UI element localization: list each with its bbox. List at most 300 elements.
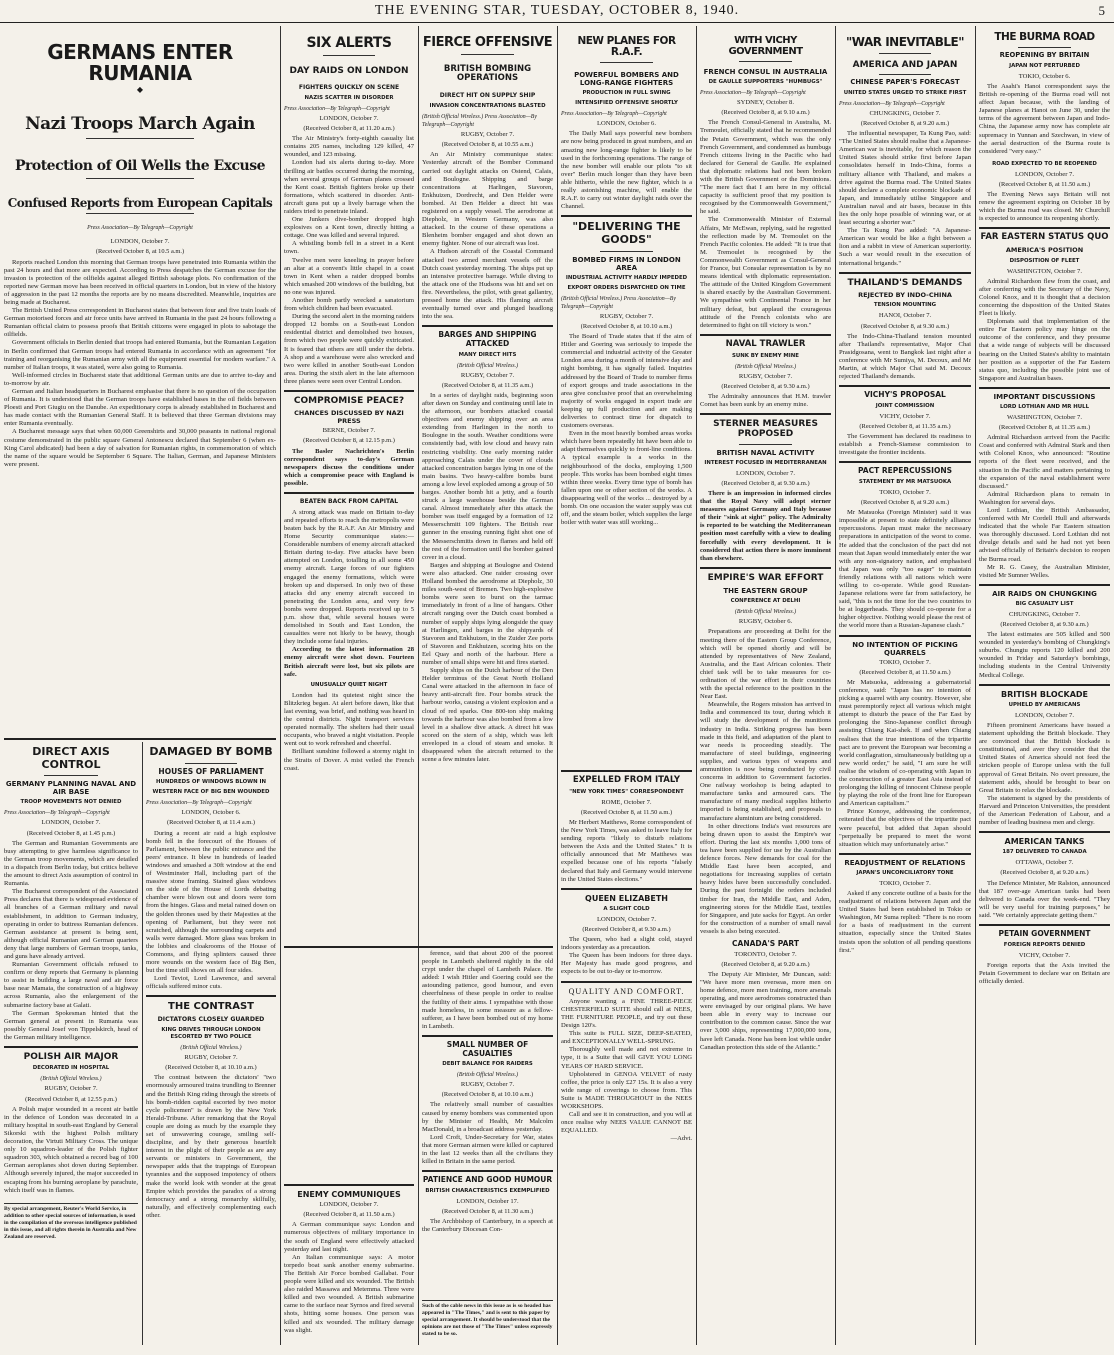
paragraph: A strong attack was made on Britain to-day and repeated efforts to reach the metropolis were beaten back by the R.A.F. An Air Ministry and Home Security communique states:—Considerable numbers of enemy aircraft attacked Britain during to-day. Five attacks have been attempted on London, totalling in all some 450 enemy aircraft. Large forces of our fighters engaged the enemy formations, which were broken up and dispersed. In only two of these attacks did any enemy aircraft succeed in penetrating the London area, and very few bombs were dropped. Reports received up to 5 p.m. show that, while several houses were demolished in South and East London, the casualties were not likely to be heavy, though they include some fatal injuries. <box>284 508 414 646</box>
paragraph: The German and Rumanian Governments are busy attempting to give harmless significance to the German troop movements, which are detailed in a dispatch from Berlin today, but critics believe the amount to direct Axis assumption of control in Rumania. <box>4 839 138 888</box>
received-line: (Received October 8, at 12.55 p.m.) <box>25 1095 117 1103</box>
paragraph: One Junkers dive-bomber dropped high explosives on a Kent town, directly hitting a cottage. One was killed and several injured. <box>284 216 414 240</box>
paragraph: An Air Ministry communique states: Yesterday aircraft of the Bomber Command carried out daylight attacks on Ostend, Calais, and Boulogne. Shipping and barge concentrations at Harlingen, Stavoren, Enkhuizen, Dordrecht, and Den Helder were bombed. At Den Helder a direct hit was registered on a supply vessel. The aerodrome at Diepholz, in Western Germany, was also attacked. In the course of these operations a Blenheim bomber engaged and shot down an enemy fighter. None of our aircraft was lost. <box>422 151 553 248</box>
paragraph: The Admiralty announces that H.M. trawler Comet has been sunk by an enemy mine. <box>700 392 831 408</box>
divider <box>600 251 652 252</box>
advertisement-text: Anyone wanting a FINE THREE-PIECE CHESTERFIELD SUITE should call at NEES, THE FURNITURE PEOPLE, and try out these Design 120's. <box>561 997 692 1030</box>
paragraph: Asked if any concrete outline of a basis for the readjustment of relations between Japan and the United States had been established in Tokio or Washington, Mr Suma replied: "There is no room for a basis of readjustment in the current situation, especially since the United States insists upon the solution of all pending questions first." <box>839 889 971 954</box>
subheadline: AMERICA AND JAPAN <box>852 59 958 70</box>
received-line: (Received October 8, at 11.20 a.m.) <box>303 125 395 133</box>
paragraph: There is an impression in informed circles that the Royal Navy will adopt sterner measures against Germany and Italy because of their "sink at sight" policy. The Admiralty is reported to be watching the Mediterranean position most carefully with a view to dealing forcefully with every development. It is considered that action there is more imminent than elsewhere. <box>700 489 831 562</box>
byline: Press Association—By Telegraph—Copyright <box>4 810 110 817</box>
divider <box>979 924 1110 926</box>
dateline: OTTAWA, October 7. <box>1015 859 1074 867</box>
paragraph: Admiral Richardson plans to remain in Washington for several days. <box>979 490 1110 506</box>
subheadline: CHANCES DISCUSSED BY NAZI PRESS <box>294 409 404 425</box>
subheadline: BRITISH BOMBING OPERATIONS <box>443 63 532 84</box>
received-line: (Received October 8, at 10.10 a.m.) <box>580 322 673 330</box>
received-line: (Received October 8, at 10.5 a.m.) <box>95 248 185 256</box>
paragraph: Fifteen prominent Americans have issued a statement upholding the British blockade. They are convinced that the British blockade is constitutional, and aver they consider that the United States of America should not feed the stricken people of Europe unless with the full approval of Great Britain. No overt pressure, the statement adds, should be brought to bear on Great Britain to relax the blockade. <box>979 721 1110 794</box>
headline: NEW PLANES FOR R.A.F. <box>577 35 676 59</box>
subheadline: MANY DIRECT HITS <box>458 351 517 358</box>
divider <box>879 74 932 75</box>
divider <box>422 325 553 327</box>
section-rule <box>4 738 276 740</box>
received-line: (Received October 8, at 9.10 a.m.) <box>721 109 810 117</box>
dateline: RUGBY, October 7. <box>738 372 793 380</box>
divider <box>422 1170 553 1172</box>
paragraph: The Evening News says Britain will not renew the agreement expiring on October 18 by which the Burma road was closed. Mr Churchill is expected to announce its reopening shortly. <box>979 190 1110 223</box>
paragraph: The Ta Kung Pao added: "A Japanese-American war would be like a fight between a lion and a rabbit in view of American superiority. Such a war would result in the execution of international brigands." <box>839 227 971 267</box>
paragraph: Reports reached London this morning that German troops have penetrated into Rumania within the past 24 hours and that more are expected. According to Press despatches the German excuse for the invasion is protection of the oilfields against alleged British sabotage plots. No confirmation of the reported new German move has been received in official quarters in London, but in view of the history of aggression in the past 12 months the reports are by no means discredited. Meanwhile, inquiries are being made at Bucharest. <box>4 258 276 306</box>
headline: NAVAL TRAWLER <box>725 338 806 349</box>
paragraph: Well-informed circles in Bucharest state that additional German units are due to arrive to-day and to-morrow by air. <box>4 371 276 387</box>
subheadline: REOPENING BY BRITAIN <box>999 51 1090 60</box>
paragraph: Admiral Richardson flew from the coast, and after conferring with the Secretary of the Navy, Colonel Knox, and it is thought that a decision concerning the disposition of the United States Fleet is likely. <box>979 277 1110 318</box>
article-expelled <box>561 766 692 1348</box>
paragraph: The Archbishop of Canterbury, in a speech at the Canterbury Diocesan Con- <box>422 1218 553 1234</box>
dateline: TOKIO, October 7. <box>879 879 931 887</box>
headline: "DELIVERING THE GOODS" <box>572 220 681 246</box>
divider <box>600 62 652 63</box>
divider <box>979 227 1110 229</box>
subheadline: JOINT COMMISSION <box>875 402 935 409</box>
dateline: WASHINGTON, October 7. <box>1007 267 1082 275</box>
paragraph: The statement is signed by the presidents of Harvard and Princeton Universities, the president of the American Federation of Labour, and a number of leading business men and clergy. <box>979 794 1110 827</box>
paragraph: The Commonwealth Minister of External Affairs, Mr McEwan, replying, said he regretted the reflection made by M. Tremoulet on the French Pacific colonies. He added: "It is true that M. Tremoulet is recognised by the Commonwealth Government as Consul-General for France, but Consular representation is by no means identical with diplomatic representation. The attitude of the United Kingdom Government is shared exactly by the Australian Government. We sympathise with Continental France in her military defeat, but applaud the courageous attitude of the French colonists who are determined to fight on till victory is won." <box>700 216 831 329</box>
subheadline: HOUSES OF PARLIAMENT <box>158 766 264 776</box>
dateline: LONDON, October 7. <box>41 819 101 827</box>
dateline: LONDON, October 6. <box>181 809 241 817</box>
dateline: RUGBY, October 7. <box>44 1085 98 1093</box>
subheadline: EXPORT ORDERS DISPATCHED ON TIME <box>567 284 686 291</box>
advertisement-text: Upholstered in GENOA VELVET of rusty coffee, the price is only £27 15s. It is also a very wide range of coverings to choose from. This Suite is MADE THROUGHOUT in the NEES WORKSHOPS. <box>561 1070 692 1110</box>
column-rule <box>557 26 558 1345</box>
divider <box>739 61 791 62</box>
divider <box>1018 47 1070 48</box>
headline: ENEMY COMMUNIQUES <box>297 1190 401 1199</box>
dateline: VICHY, October 7. <box>1018 951 1071 959</box>
received-line: (Received October 8, at 11.50 a.m.) <box>580 808 673 816</box>
divider <box>146 995 276 997</box>
subheadline: LORD LOTHIAN AND MR HULL <box>999 403 1090 410</box>
divider <box>4 1046 138 1048</box>
divider <box>86 178 195 179</box>
subheadline: FOREIGN REPORTS DENIED <box>1003 941 1086 948</box>
headline: STERNER MEASURES PROPOSED <box>713 419 818 440</box>
dateline: LONDON, October 7. <box>1015 711 1074 719</box>
received-line: (Received October 8, at 11.50 a.m.) <box>303 1211 395 1219</box>
headline: IMPORTANT DISCUSSIONS <box>993 392 1096 401</box>
headline: PACT REPERCUSSIONS <box>857 466 953 476</box>
dateline: TOKIO, October 7. <box>879 658 931 666</box>
dateline: WASHINGTON, October 7. <box>1007 413 1082 421</box>
subheadline: UPHELD BY AMERICANS <box>1008 701 1081 708</box>
dateline: RUGBY, October 7. <box>599 312 654 320</box>
paragraph: A Bucharest message says that when 60,000 Greenshirts and 30,000 peasants in national regional costume demonstrated in the public square General Antonescu declared that September 6 (when ex-King Carol abdicated) had been a day of salvation for Rumanian rights, in commemoration of which the name of the square would be September 6 Square. The Italian, German, and Japanese Ministers were present. <box>4 428 276 468</box>
divider <box>284 492 414 494</box>
section-rule <box>284 946 553 948</box>
advertisement-text: Call and see it in construction, and you will at once realise why NEES VALUE CANNOT BE EQUALLED. <box>561 1111 692 1135</box>
dateline: VICHY, October 7. <box>879 412 931 420</box>
paragraph: The Queen, who had a slight cold, stayed indoors yesterday as a precaution. <box>561 936 692 952</box>
byline: (British Official Wireless.) <box>40 1076 102 1083</box>
article-axis-control <box>4 742 138 1348</box>
subheadline: JAPAN NOT PERTURBED <box>1009 62 1080 69</box>
subheadline: HUNDREDS OF WINDOWS BLOWN IN <box>155 779 267 786</box>
divider <box>739 444 791 445</box>
headline: BRITISH BLOCKADE <box>1001 689 1088 699</box>
article-lambeth-casualties <box>422 950 553 1348</box>
subheadline: SUNK BY ENEMY MINE <box>731 352 799 359</box>
received-line: (Received October 8, at 11.35 a.m.) <box>998 424 1091 432</box>
received-line: (Received October 8, at 9.20 a.m.) <box>860 499 950 507</box>
headline: FIERCE OFFENSIVE <box>422 35 553 50</box>
paragraph: Mr Matsuoka (Foreign Minister) said it was impossible at present to state definitely alliance repercussions. Japan must make the necessary preparations in anticipation of the worst to come. He added that the conclusion of the pact did not mean that Japan would immediately enter the war with any non-signatory nation, and emphasised that Japan was only "too eager" to maintain friendly relations with all nations which were willing to co-operate. While good Russian-Japanese relations were far from satisfactory, he said, "this is not the time for the two countries to be at loggerheads. They should co-operate for a higher objective. Nothing would please the rest of the world more than a Russian-Japanese clash." <box>839 509 971 630</box>
paragraph: Mr R. G. Casey, the Australian Minister, visited Mr Sumner Welles. <box>979 563 1110 579</box>
divider <box>979 387 1110 389</box>
subheadline: Confused Reports from European Capitals <box>7 195 273 210</box>
column-rule <box>142 742 143 1345</box>
byline: (British Official Wireless.) Press Association—By Telegraph—Copyright <box>422 113 537 129</box>
dateline: RUGBY, October 7. <box>460 131 515 139</box>
divider <box>979 831 1110 833</box>
dateline: LONDON, October 7. <box>1015 170 1074 178</box>
received-line: (Received October 8, at 10.10 a.m.) <box>165 1064 257 1072</box>
divider <box>561 888 692 890</box>
headline: THAILAND'S DEMANDS <box>847 277 963 288</box>
paragraph: The influential newspaper, Ta Kung Pao, said: "The United States should realise that a Japanese-American war is inevitable, for which reason the United States should strike first before Japan consolidates herself in Indo-China, forms a military alliance with Thailand, and makes a drive against the Burma road. The United States should declare a complete economic blockade of Japan, and immediately utilise Singapore and Australian naval and air bases, because in this lies the only hope possible of winning war, or at least securing a shorter war." <box>839 130 971 227</box>
byline: (British Official Wireless.) Press Association—By Telegraph—Copyright <box>561 295 676 310</box>
subheadline: BRITISH NAVAL ACTIVITY <box>716 448 815 457</box>
divider <box>979 684 1110 686</box>
dateline: LONDON, October 7. <box>319 1201 379 1209</box>
ornament: ◆ <box>136 85 144 94</box>
subheadline: CONFERENCE AT DELHI <box>730 598 801 605</box>
dateline: CHUNGKING, October 7. <box>1008 610 1081 618</box>
headline: DIRECT AXIS CONTROL <box>32 745 110 771</box>
divider <box>185 763 237 764</box>
headline: PATIENCE AND GOOD HUMOUR <box>422 1175 553 1185</box>
subheadline: UNUSUALLY QUIET NIGHT <box>310 681 388 688</box>
byline: Press Association—By Telegraph—Copyright <box>700 90 806 97</box>
subheadline: CHINESE PAPER'S FORECAST <box>850 77 960 86</box>
dateline: RUGBY, October 6. <box>738 618 793 626</box>
divider <box>839 853 971 855</box>
divider <box>86 213 195 214</box>
dateline: LONDON, October 7. <box>319 114 379 122</box>
dateline: RUGBY, October 7. <box>460 1081 515 1089</box>
subheadline: NAZIS SCATTER IN DISORDER <box>304 94 394 101</box>
subheadline: DISPOSITION OF FLEET <box>1009 257 1080 264</box>
received-line: (Received October 8, at 11.35 a.m.) <box>441 381 534 389</box>
paragraph: The French Consul-General in Australia, M. Tremoulet, officially stated that he recommended the Petain Government, which was the only French Government, and condemned as humbugs French citizens living in the Pacific who had declared for General de Gaulle. He explained that diplomatic relations had not been broken with the British Government or the Dominions. "The mere fact that I am here in my official capacity is sufficient proof that my position is recognised by the Commonwealth Government," he said. <box>700 119 831 216</box>
dateline: HANOI, October 7. <box>878 312 932 320</box>
divider <box>86 138 195 139</box>
divider <box>839 461 971 463</box>
dateline: LONDON, October 7. <box>597 915 656 923</box>
subheadline: BEATEN BACK FROM CAPITAL <box>299 497 399 505</box>
advertisement-heading: QUALITY AND COMFORT. <box>568 986 685 996</box>
headline: THE BURMA ROAD <box>994 31 1095 43</box>
divider <box>461 54 513 55</box>
headline: SMALL NUMBER OF CASUALTIES <box>446 1039 529 1058</box>
subheadline: DECORATED IN HOSPITAL <box>32 1065 110 1072</box>
article-vichy-consul <box>700 26 831 1346</box>
subheadline: DIRECT HIT ON SUPPLY SHIP <box>439 92 536 100</box>
dateline: TORONTO, October 7. <box>734 950 797 958</box>
times-note-box <box>422 1300 553 1348</box>
article-damaged-by-bomb <box>146 742 276 1348</box>
paragraph: Meanwhile, the Rogers mission has arrived in India and commenced its tour, during which it will study the development of the munitions industry in India. Striking progress has been made in this field, and adaptation of the plant to war needs is proceeding steadily. The manufacture of steel buildings, engineering supplies, and various types of weapons and ammunition is now being conducted by civil concerns in addition to Government factories. One railway workshop is being adapted to manufacture tanks and armoured cars. The manufacture of many medical supplies hitherto imported is being established, and proposals to manufacture aluminium are being considered. <box>700 701 831 822</box>
divider <box>561 770 692 772</box>
headline: FAR EASTERN STATUS QUO <box>980 232 1109 243</box>
paragraph: Brilliant sunshine followed a stormy night in the Straits of Dover. A mist veiled the French coast. <box>284 748 414 772</box>
paragraph: The Indo-China-Thailand tension mounted after Thailand's representative, Major Chai Prasidgosana, went to Bangkok last night after a conference with Mr Sumiya, M. Decoux, and Mr Martin, at which Major Chai said M. Decoux rejected Thailand's demands. <box>839 332 971 381</box>
paragraph: Lord Croft, Under-Secretary for War, states that more German airmen were killed or captured in the last 12 weeks than all the civilians they killed in Britain in the same period. <box>422 1133 553 1166</box>
received-line: (Received October 8, at 9.30 a.m.) <box>1000 621 1089 629</box>
paragraph: An Italian communique says: A motor torpedo boat sank another enemy submarine. The British Air Force bombed Gallabat. Four people were killed and six wounded. The British also raided Massawa and Metemma. Three were killed and two wounded. A British submarine came to the surface near Syrnos and fired several shots, hitting some houses. One person was killed and six wounded. The military damage was slight. <box>284 1253 414 1334</box>
paragraph: A German communique says: London and numerous objectives of military importance in the south of England were effectively attacked yesterday and last night. <box>284 1221 414 1253</box>
divider <box>44 775 98 776</box>
paragraph: Another bomb partly wrecked a sanatorium from which children had been evacuated. <box>284 297 414 313</box>
received-line: (Received October 8, at 9.20 a.m.) <box>721 960 810 968</box>
divider <box>561 981 692 983</box>
lead-article <box>4 26 276 738</box>
paragraph: Prince Konoye, addressing the conference, reiterated that the objectives of the tripartite pact were peaceful, but added that Japan should "perpetually be prepared to meet the worst situation which may unfortunately arise." <box>839 808 971 848</box>
dateline: LONDON, October 7. <box>110 238 170 246</box>
paragraph: The Defence Minister, Mr Ralston, announced that 187 over-age American tanks had been delivered to Canada over the week-end. "They will be very useful for training purposes," he said. "We certainly appreciate getting them." <box>979 879 1110 919</box>
paragraph: The Daily Mail says powerful new bombers are now being produced in great numbers, and an amazing new long-range fighter is likely to be used in the forthcoming operations. The range of the new bomber will enable our pilots "to sit over" Berlin much longer than they have been able hitherto, while the new fighter, which is a really astonishing machine, will enable the R.A.F. to carry out winter daylight raids over the Channel. <box>561 130 692 211</box>
dateline: BERNE, October 7. <box>322 427 376 435</box>
paragraph: According to the latest information 28 enemy aircraft were shot down. Fourteen British aircraft were lost, but six pilots are safe. <box>284 646 414 678</box>
subheadline: DICTATORS CLOSELY GUARDED <box>157 1015 265 1023</box>
headline: THE CONTRAST <box>168 1001 254 1013</box>
dateline: ROME, October 7. <box>601 798 652 806</box>
column-rule <box>975 26 976 1345</box>
subheadline: JAPAN'S UNCONCILIATORY TONE <box>856 869 954 876</box>
headline: PETAIN GOVERNMENT <box>998 929 1091 939</box>
received-line: (Received October 8, at 9.30 a.m.) <box>860 322 950 330</box>
headline: COMPROMISE PEACE? <box>293 396 405 407</box>
dateline: RUGBY, October 7. <box>184 1054 238 1062</box>
subheadline: BRITISH CHARACTERISTICS EXEMPLIFIED <box>425 1187 550 1194</box>
subheadline: "NEW YORK TIMES" CORRESPONDENT <box>569 788 684 795</box>
headline: READJUSTMENT OF RELATIONS <box>844 858 966 867</box>
subheadline: INTENSIFIED OFFENSIVE SHORTLY <box>575 100 678 107</box>
article-six-alerts <box>284 26 414 1346</box>
divider <box>700 334 831 336</box>
byline: (British Official Wireless.) <box>734 363 797 370</box>
received-line: (Received October 8, at 9.30 a.m.) <box>582 926 671 934</box>
paragraph: Preparations are proceeding at Delhi for the meeting there of the Eastern Group Conference, which will be opened shortly and will be attended by representatives of New Zealand, Australia, and the East African colonies. Their chief task will be to take measures for co-ordination of the war effort in their countries with the special reference to the position in the Near East. <box>700 628 831 701</box>
paragraph: Even in the most heavily bombed areas works which have been repeatedly hit have been able to adapt themselves quickly to front-line conditions. A typical example is a works in the neighbourhood of the docks, employing 1,500 people. This works has been bombed eight times within three weeks. Every time type of bomb has fallen upon one or other section of the works. A disappearing well of the works ... destroyed by a bomb. On one occasion the water supply was cut off, and the steam boiler, which supplies the large boiler with water was still working... <box>561 430 692 527</box>
paragraph: A Hudson aircraft of the Coastal Command attacked two armed merchant vessels off the Dutch coast yesterday morning. The ships put up an intensive protective barrage. While diving to the attack one of the Hudsons was hit and set on fire. Nevertheless, the pilot, with great gallantry, pressed home the attack. His flaming aircraft eventually turned over and plunged headlong into the sea. <box>422 248 553 321</box>
subheadline: DAY RAIDS ON LONDON <box>289 65 409 76</box>
paragraph: The British United Press correspondent in Bucharest states that between four and five train loads of German motorised forces and air force units have arrived in Rumania in the past 24 hours following a Rumanian official claim to possess proofs that British citizens were engaged in plots to sabotage the oilfields. <box>4 307 276 339</box>
dateline: TOKIO, October 6. <box>1018 72 1071 80</box>
paragraph: ference, said that about 200 of the poorest people in Lambeth sheltered nightly in the old crypt under the chapel of Lambeth Palace. He added: I wish Hitler and Goering could see the astounding patience, good humour, and even cheerfulness of these people in order to realise the futility of their aims. I sympathise with those made homeless, in some measure as a fellow-sufferer, as I have been bombed out of my home in Lambeth. <box>422 950 553 1030</box>
paragraph: Rumanian Government officials refused to confirm or deny reports that Germany is planning to assist in building a large naval and air force base near Mamaia, the construction of a highway across Rumania, also the enlargement of the submarine factory base at Galati. <box>4 961 138 1009</box>
subheadline: REJECTED BY INDO-CHINA <box>858 290 952 299</box>
paragraph: Diplomats said that implementation of the entire Far Eastern policy may hinge on the outcome of the conference, and they presume that a wide range of subjects will be discussed bearing on the United States's ability to maintain her position as a supporter of the Far Eastern status quo, including the possible joint use of Singapore and Australian bases. <box>979 318 1110 382</box>
paragraph: London had its quietest night since the Blitzkrieg began. At alert before dawn, like that last evening, was brief, and nothing was heard in the central districts. Night transport services operated normally. The shelters had their usual occupants, who braved a night visitation. People went out to work refreshed and cheerful. <box>284 691 414 748</box>
received-line: (Received October 8, at 9.20 a.m.) <box>1000 869 1089 877</box>
byline: (British Official Wireless.) <box>180 1045 242 1052</box>
subheadline: PRODUCTION IN FULL SWING <box>582 90 671 97</box>
masthead <box>0 0 1114 23</box>
dateline: SYDNEY, October 8. <box>736 99 795 107</box>
subheadline: FRENCH CONSUL IN AUSTRALIA <box>703 68 828 76</box>
subheadline: UNITED STATES URGED TO STRIKE FIRST <box>843 89 967 96</box>
subheadline: A SLIGHT COLD <box>603 905 650 912</box>
byline: Press Association—By Telegraph—Copyright <box>87 225 193 232</box>
headline: EMPIRE'S WAR EFFORT <box>707 572 824 583</box>
paragraph: The Basler Nachrichten's Berlin correspondent says to-day's German newspapers discuss the conditions under which a compromise peace with England is possible. <box>284 447 414 487</box>
subheadline: STATEMENT BY MR MATSUOKA <box>858 478 952 485</box>
divider <box>839 272 971 274</box>
dateline: RUGBY, October 7. <box>460 371 515 379</box>
divider <box>839 635 971 637</box>
times-note: Such of the cable news in this issue as is so headed has appeared in "The Times," and is sent to this paper by special arrangement. It should be understood that the opinions are not those of "The Times" unless expressly stated to be so. <box>422 1300 553 1338</box>
paragraph: Admiral Richardson arrived from the Pacific Coast and conferred with Admiral Stark and then with Colonel Knox, who announced: "Routine reports of the fleet were received, and the situation in the Pacific and matters pertaining to the expansion of the naval establishment were discussed." <box>979 434 1110 490</box>
paragraph: The Queen has been indoors for three days. Her Majesty has made good progress, and expects to be out to-day or to-morrow. <box>561 952 692 976</box>
divider <box>879 53 932 54</box>
headline: BARGES AND SHIPPING ATTACKED <box>438 330 537 348</box>
received-line: (Received October 8, at 11.50 a.m.) <box>859 668 951 676</box>
subheadline: INDUSTRIAL ACTIVITY HARDLY IMPEDED <box>565 274 688 281</box>
received-line: (Received October 8, at 9.30 a.m.) <box>721 382 810 390</box>
paragraph: The Air Ministry's forty-eighth casualty list contains 205 names, including 129 killed, 47 wounded, and 123 missing. <box>284 135 414 159</box>
received-line: (Received October 8, at 10.10 a.m.) <box>441 1091 534 1099</box>
paragraph: Foreign reports that the Axis invited the Petain Government to declare war on Britain are officially denied. <box>979 961 1110 985</box>
subheadline: AMERICA'S POSITION <box>1005 246 1084 255</box>
received-line: (Received October 8, at 11.4 a.m.) <box>167 819 255 827</box>
paragraph: Barges and shipping at Boulogne and Ostend were also attacked. One raider crossing over Holland bombed the aerodrome at Diepholz, 30 miles south-west of Bremen. Two high-explosive bombs were seen to burst on the tarmac immediately in front of a line of hangars. Other aircraft ranging over the Dutch coast bombed a number of supply ships lying alongside the quay at Harlingen, and barges in the shipyards of Stavoren and Enkhuizen, in the Zuider Zee ports of Stavoren and Enkhuizen, scoring hits on the Eel Quay and north of the harbour. Here a number of small ships were hit and fires started. <box>422 561 553 666</box>
paragraph: London had six alerts during to-day. More thrilling air battles occurred during the morning, when several groups of German planes crossed the Kent coast. British fighters broke up their formations, which scattered in disorder. Anti-aircraft guns put up a lively barrage when the raiders tried to penetrate inland. <box>284 159 414 215</box>
paragraph: A whistling bomb fell in a street in a Kent town. <box>284 240 414 256</box>
page-number: 5 <box>1098 3 1106 18</box>
divider <box>979 584 1110 586</box>
paragraph: The Board of Trade states that if the aim of Hitler and Goering was seriously to impede the commercial and industrial activity of the Greater London area during a month of intensive day and night bombing, it has signally failed. Inquiries addressed by the Board of Trade to number firms of export groups and trade associations in the area give conclusive proof that an overwhelming majority of works engaged in export trade are keeping up full production and are making deliveries to contract time for dispatch to customers overseas. <box>561 333 692 430</box>
paragraph: German and Italian headquarters in Bucharest emphasise that there is no question of the occupation of Rumania. It is understood that the German troops have established bases in the oil fields between Ploesti and Port Giugiu on the Danube. An expeditionary corps is already established in Bucharest and has made contact with the Rumanian General Staff. It is believed that three German divisions may enter Rumania eventually. <box>4 388 276 428</box>
headline: NO INTENTION OF PICKING QUARRELS <box>852 640 958 657</box>
divider <box>700 567 831 569</box>
divider <box>323 55 375 56</box>
received-line: (Received October 8, at 11.30 a.m.) <box>441 1207 534 1215</box>
divider <box>839 385 971 387</box>
paragraph: During a recent air raid a high explosive bomb fell in the forecourt of the Houses of Parliament, between the public entrance and the peers' entrance. It blew in hundreds of leaded windows and smashed a 30ft window at the end of Westminster Hall, including part of the massive stone framing. Stained glass windows on the side of the House of Lords debating chamber were blown out and doors were torn from the hinges. Glass and metal rained down on the golden thrones used by their Majesties at the opening of Parliament, but they were not scratched, although the surrounding carpets and walls were damaged. More glass was broken in the lobbies and cloakrooms of the House of Commons, and flying splinters caused three more wounds on the western face of Big Ben, but the time still shows on all four sides. <box>146 829 276 975</box>
received-line: (Received October 8, at 11.50 a.m.) <box>998 180 1091 188</box>
column-rule <box>696 26 697 1345</box>
subheadline: DE GAULLE SUPPORTERS "HUMBUGS" <box>708 79 823 86</box>
paragraph: The relatively small number of casualties caused by enemy bombers was commented upon by the Minister of Health, Mr Malcolm MacDonald, in a broadcast address yesterday. <box>422 1101 553 1133</box>
subheadline: INVASION CONCENTRATIONS BLASTED <box>429 102 546 109</box>
article-enemy-communiques <box>284 1180 414 1348</box>
headline: GERMANS ENTER RUMANIA <box>47 40 233 85</box>
headline: VICHY'S PROPOSAL <box>864 390 946 400</box>
subheadline: TENSION MOUNTING <box>873 302 937 309</box>
column-rule <box>835 26 836 1345</box>
byline: Press Association—By Telegraph—Copyright <box>146 800 252 807</box>
subheadline: WESTERN FACE OF BIG BEN WOUNDED <box>152 789 270 796</box>
headline: AMERICAN TANKS <box>1004 837 1085 847</box>
advertisement-text: This suite is FULL SIZE, DEEP-SEATED, and EXCEPTIONALLY WELL-SPRUNG. <box>561 1030 692 1046</box>
advertisement-text: Thoroughly well made and not extreme in type, it is a Suite that will GIVE YOU LONG YEARS OF HARD SERVICE. <box>561 1046 692 1070</box>
subheadline: GERMANY PLANNING NAVAL AND AIR BASE <box>5 780 137 797</box>
subheadline: Protection of Oil Wells the Excuse <box>14 157 266 174</box>
paragraph: Government officials in Berlin denied that troops had entered Rumania, but the Rumanian Legation in Berlin confirmed that German troops had entered Rumania in accordance with an agreement "for training and reorganising the Rumanian army with all the equipment essential for modern warfare." A number of Italian troops, it was stated, were also going to Rumania. <box>4 339 276 371</box>
divider <box>700 413 831 415</box>
dateline: CHUNGKING, October 7. <box>869 109 941 117</box>
column-rule <box>280 26 281 1345</box>
dateline: LONDON, October 6. <box>597 120 656 128</box>
paragraph: In other directions India's vast resources are being drawn upon to assist the Empire's war effort. During the last six months 1,000 tons of tea have been supplied for use by the Australian defence forces. New demands for coal for the Middle East have been accepted, and negotiations for increasing supplies of certain heavy hides have been successfully concluded. During the past fortnight the orders included timber for Iran, the Middle East, and Aden, engineering stores for the Middle East, textiles for Singapore, and jute sacks for Egypt. An order for the construction of a number of small naval vessels is also being executed. <box>700 822 831 935</box>
paragraph: The German Spokesman hinted that the German general at present in Rumania was possibly General Josef von Tippelskirch, head of the German military intelligence. <box>4 1009 138 1041</box>
headline: SIX ALERTS <box>306 35 392 51</box>
masthead-title: THE EVENING STAR, TUESDAY, OCTOBER 8, 1940. <box>374 3 740 18</box>
subheadline: BIG CASUALTY LIST <box>1015 600 1074 607</box>
headline: "WAR INEVITABLE" <box>846 35 964 49</box>
paragraph: The contrast between the dictators' "two enormously armoured trains trundling to Brenner and the British King riding through the streets of his bomb-ridden capital escorted by two motor cycle policemen" is drawn by the New York Herald-Tribune. After remarking that the Royal couple are doing as much by the example they set of unwavering courage, smiling self-discipline, and by their generous heartfelt interest in the plight of their people as are any servants or ministers in Government, the newspaper adds that the trappings of European tyrannies and the supposed impotency of others make the world look with wonder at the great Empire which provides the paradox of a strong democracy and a strong monarchy skilfully, naturally, and effectively complementing each other. <box>146 1074 276 1219</box>
byline: Press Association—By Telegraph—Copyright <box>561 111 667 118</box>
headline: CANADA'S PART <box>732 938 799 948</box>
paragraph: Twelve men were kneeling in prayer before an altar at a convent's little chapel in a coast town in Kent when a raider dropped bombs which smashed 200 windows of the building, but no one was injured. <box>284 256 414 296</box>
headline: EXPELLED FROM ITALY <box>572 775 681 785</box>
divider <box>284 390 414 392</box>
dateline: LONDON, October 7. <box>736 469 795 477</box>
subheadline: INTEREST FOCUSED IN MEDITERRANEAN <box>704 459 827 466</box>
received-line: (Received October 8, at 11.35 a.m.) <box>859 422 951 430</box>
headline: AIR RAIDS ON CHUNGKING <box>992 589 1097 598</box>
column-rule <box>418 26 419 1345</box>
paragraph: Lord Teviot, Lord Lawrence, and several officials suffered minor cuts. <box>146 975 276 991</box>
article-burma-road <box>979 26 1110 1346</box>
divider <box>284 1184 414 1186</box>
received-line: (Received October 8, at 12.15 p.m.) <box>303 437 395 445</box>
dateline: LONDON, October 17. <box>456 1197 519 1205</box>
paragraph: The Government has declared its readiness to establish a French-Siamese commission to investigate the frontier incidents. <box>839 433 971 457</box>
subheadline: THE EASTERN GROUP <box>723 587 808 596</box>
subheadline: Nazi Troops March Again <box>25 114 255 135</box>
paragraph: The latest estimates are 505 killed and 500 wounded in yesterday's bombing of Chungking's suburbs. Chungtu reports 120 killed and 200 wounded in Friday and Saturday's bombings, including students in the Central University Medical College. <box>979 631 1110 679</box>
article-fierce-offensive <box>422 26 553 938</box>
paragraph: The Asahi's Hanoi correspondent says the British re-opening of the Burma road will not affect Japan because, with the landing of Japanese planes at Hanoi on June 30, under the terms of the agreement between Japan and Indo-China, the Japanese army now has complete air supremacy in Yunnan and Szechwan, in view of the aerial destruction of the Burma route is considered "very easy." <box>979 82 1110 155</box>
headline: DAMAGED BY BOMB <box>149 745 273 758</box>
headline: QUEEN ELIZABETH <box>585 893 668 903</box>
paragraph: A Polish major wounded in a recent air battle in the defence of London was decorated in a military hospital in south-east England by General Sikorski with the highest Polish military decoration, the Virtuti Military Cross. The unique only 10 squadron-leader of the Polish fighter squadron 303, which obtained a record bag of 100 German aeroplanes shot down during September. Although severely injured, the major succeeded in escaping from his burning aeroplane by parachute, which itself was in flames. <box>4 1105 138 1194</box>
headline: WITH VICHY GOVERNMENT <box>728 35 803 57</box>
paragraph: In a series of daylight raids, beginning soon after dawn on Sunday and continuing until late in the afternoon, our bombers attacked coastal objectives and enemy shipping over an area extending from Harlingen in the north to Boulogne in the south. Weather conditions were consistently bad, with low cloud and heavy rain restricting visibility. One early morning raider approaching Calais under the cover of clouds attacked concentration barges lying in one of the main basins. Two heavy-calibre bombs burst among a low level exploded among a group of 50 barges. Another bomb hit a jetty, and a fourth struck a large warehouse beside the German canal. Almost immediately after this attack the bomber was itself engaged by a formation of 12 Messerschmitt 109 fighters. The British rear gunner in the ensuing running fight shot one of the Messerschmitts down in flames and held off the rest of the formation until the bomber gained cover in a cloud. <box>422 391 553 561</box>
paragraph: The Bucharest correspondent of the Associated Press declares that there is widespread evidence of all branches of a German military and naval establishment, in addition to German industry, operating in order to buttress Rumanian defences. German assistance at present is being sent, although official Rumanian and German quarters deny that large numbers of German troops, tanks, and guns have already arrived. <box>4 888 138 960</box>
dateline: TOKIO, October 7. <box>879 488 931 496</box>
reuter-note: By special arrangement, Reuter's World Service, in addition to other special sources of information, is used in the compilation of the overseas intelligence published in this issue, and all rights therein in Australia and New Zealand are reserved. <box>4 1203 138 1241</box>
byline: Press Association—By Telegraph—Copyright <box>284 105 390 112</box>
subheadline: BOMBED FIRMS IN LONDON AREA <box>572 255 681 272</box>
article-war-inevitable <box>839 26 971 1346</box>
paragraph: Mr Matsuoka, addressing a gubernatorial conference, said: "Japan has no intention of picking a quarrel with any country. However, she must peremptorily reject all various which might attempt to disturb the peace of the Far East by prolonging the Sino-Japanese conflict through assisting Chiang Kai-shek. If and when Chiang realises that the true intentions of the tripartite pact are to prevent the European war becoming a world conflagration, simultaneously building up a new world order," he said, "I am sure he will realise the wisdom of co-operating with Japan in the construction of a greater East Asia instead of prolonging the killing of innocent Chinese people by playing the role of the front line for European and American capitalism." <box>839 678 971 808</box>
byline: Press Association—By Telegraph—Copyright <box>839 100 945 107</box>
divider <box>561 215 692 217</box>
advertisement-signature: —Advt. <box>670 1135 692 1143</box>
divider <box>422 1035 553 1037</box>
headline: POLISH AIR MAJOR <box>23 1052 119 1063</box>
paragraph: The Deputy Air Minister, Mr Duncan, said: "We have more men overseas, more men on home defence, more men training, more arsenals operating, and more aerodromes constructed than were envisaged by our original plans. We have been able in every way to increase our contribution to the common cause. Since the war over 3,000 ships, representing 17,000,000 tons, have left Canada. None has been lost while under Canadian protection this side of the Atlantic." <box>700 970 831 1051</box>
subheadline: DEBIT BALANCE FOR RAIDERS <box>442 1061 533 1068</box>
received-line: (Received October 8, at 10.55 a.m.) <box>441 141 534 149</box>
subheadline: POWERFUL BOMBERS AND LONG-RANGE FIGHTERS <box>574 71 679 88</box>
subheadline: KING DRIVES THROUGH LONDON ESCORTED BY TWO POLICE <box>161 1027 261 1041</box>
